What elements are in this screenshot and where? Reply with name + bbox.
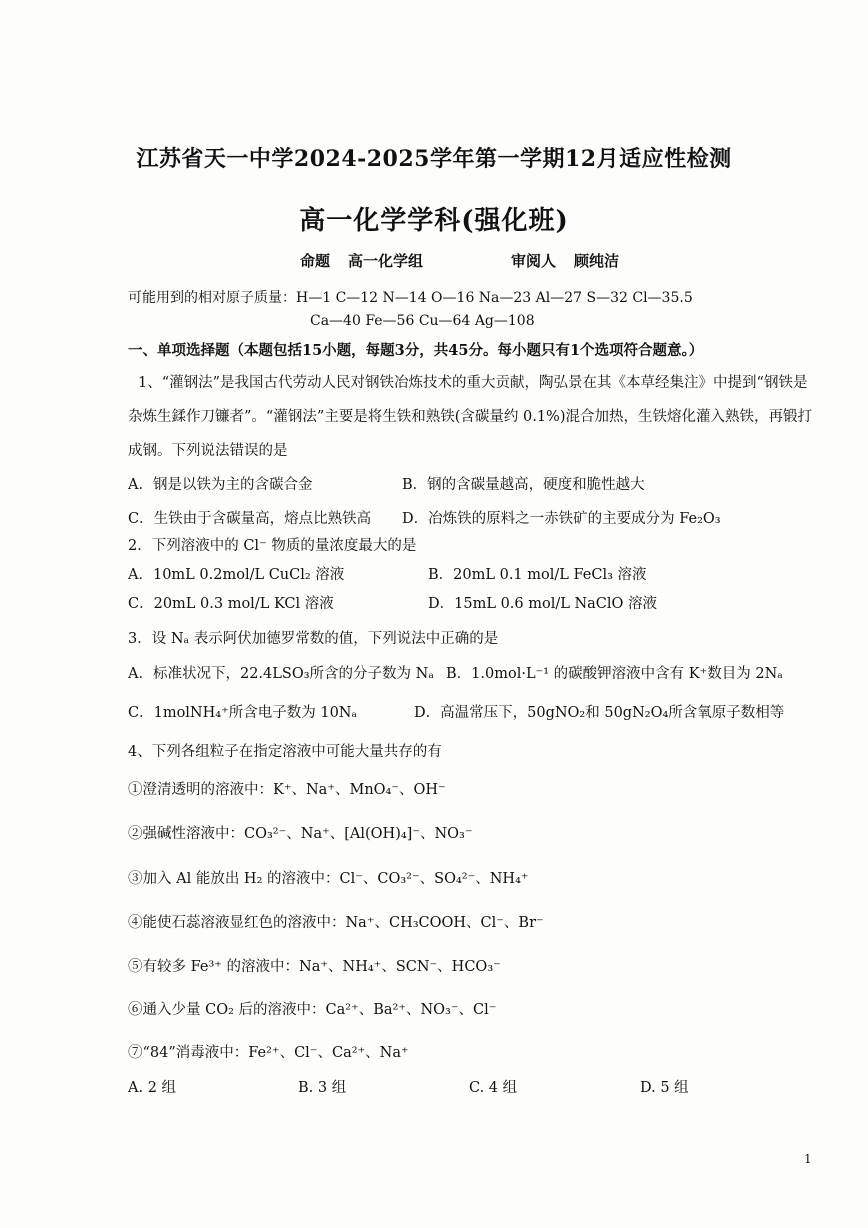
q1-option-d: D．冶炼铁的原料之一赤铁矿的主要成分为 Fe₂O₃ — [402, 511, 721, 527]
q4-item-7: ⑦“84”消毒液中：Fe²⁺、Cl⁻、Ca²⁺、Na⁺ — [128, 1045, 409, 1061]
page-number: 1 — [804, 1152, 812, 1166]
q3-option-d: D．高温常压下，50gNO₂和 50gN₂O₄所含氧原子数相等 — [414, 705, 785, 721]
reviewer-label: 审阅人 — [511, 252, 557, 270]
q4-item-4: ④能使石蕊溶液显红色的溶液中：Na⁺、CH₃COOH、Cl⁻、Br⁻ — [128, 915, 544, 931]
q2-option-c: C．20mL 0.3 mol/L KCl 溶液 — [128, 596, 334, 612]
q2-stem: 2．下列溶液中的 Cl⁻ 物质的量浓度最大的是 — [128, 538, 417, 554]
q4-option-c: C. 4 组 — [469, 1080, 518, 1096]
q4-item-3: ③加入 Al 能放出 H₂ 的溶液中：Cl⁻、CO₃²⁻、SO₄²⁻、NH₄⁺ — [128, 871, 529, 887]
q4-option-d: D. 5 组 — [640, 1080, 689, 1096]
author-line — [300, 250, 619, 271]
q3-stem: 3．设 Nₐ 表示阿伏加德罗常数的值，下列说法中正确的是 — [128, 631, 499, 647]
q1-stem-line1: 1、“灌钢法”是我国古代劳动人民对钢铁冶炼技术的重大贡献，陶弘景在其《本草经集注》中提到“钢铁是 — [138, 375, 808, 391]
author-name: 高一化学组 — [348, 252, 424, 270]
q4-option-b: B. 3 组 — [298, 1080, 347, 1096]
atomic-masses-line1: 可能用到的相对原子质量：H—1 C—12 N—14 O—16 Na—23 Al—27 S—32 Cl—35.5 — [128, 290, 693, 306]
exam-title: 江苏省天一中学2024-2025学年第一学期12月适应性检测 — [136, 146, 732, 172]
author-label: 命题 — [300, 252, 331, 270]
reviewer-name: 顾纯洁 — [574, 252, 620, 270]
q4-item-5: ⑤有较多 Fe³⁺ 的溶液中：Na⁺、NH₄⁺、SCN⁻、HCO₃⁻ — [128, 959, 501, 975]
q1-option-b: B．钢的含碳量越高，硬度和脆性越大 — [402, 477, 645, 493]
q1-stem-line2: 杂炼生鍒作刀镰者”。“灌钢法”主要是将生铁和熟铁(含碳量约 0.1%)混合加热，生铁熔化灌入熟铁，再锻打 — [128, 409, 812, 425]
exam-subtitle: 高一化学学科(强化班) — [299, 206, 569, 236]
q3-option-b: B．1.0mol·L⁻¹ 的碳酸钾溶液中含有 K⁺数目为 2Nₐ — [446, 666, 783, 682]
q3-option-c: C．1molNH₄⁺所含电子数为 10Nₐ — [128, 705, 358, 721]
q4-option-a: A. 2 组 — [128, 1080, 177, 1096]
q2-option-b: B．20mL 0.1 mol/L FeCl₃ 溶液 — [428, 567, 647, 583]
q1-option-c: C．生铁由于含碳量高，熔点比熟铁高 — [128, 511, 372, 527]
q4-item-2: ②强碱性溶液中：CO₃²⁻、Na⁺、[Al(OH)₄]⁻、NO₃⁻ — [128, 826, 473, 842]
q2-option-d: D．15mL 0.6 mol/L NaClO 溶液 — [428, 596, 658, 612]
section-heading: 一、单项选择题（本题包括15小题，每题3分，共45分。每小题只有1个选项符合题意。） — [128, 342, 704, 359]
q4-stem: 4、下列各组粒子在指定溶液中可能大量共存的有 — [128, 744, 442, 760]
q1-option-a: A．钢是以铁为主的含碳合金 — [128, 477, 313, 493]
q1-stem-line3: 成钢。下列说法错误的是 — [128, 443, 288, 459]
q4-item-6: ⑥通入少量 CO₂ 后的溶液中：Ca²⁺、Ba²⁺、NO₃⁻、Cl⁻ — [128, 1002, 497, 1018]
q4-item-1: ①澄清透明的溶液中：K⁺、Na⁺、MnO₄⁻、OH⁻ — [128, 782, 446, 798]
q3-option-a: A．标准状况下，22.4LSO₃所含的分子数为 Nₐ — [128, 666, 434, 682]
q2-option-a: A．10mL 0.2mol/L CuCl₂ 溶液 — [128, 567, 345, 583]
atomic-masses-line2: Ca—40 Fe—56 Cu—64 Ag—108 — [310, 313, 535, 329]
